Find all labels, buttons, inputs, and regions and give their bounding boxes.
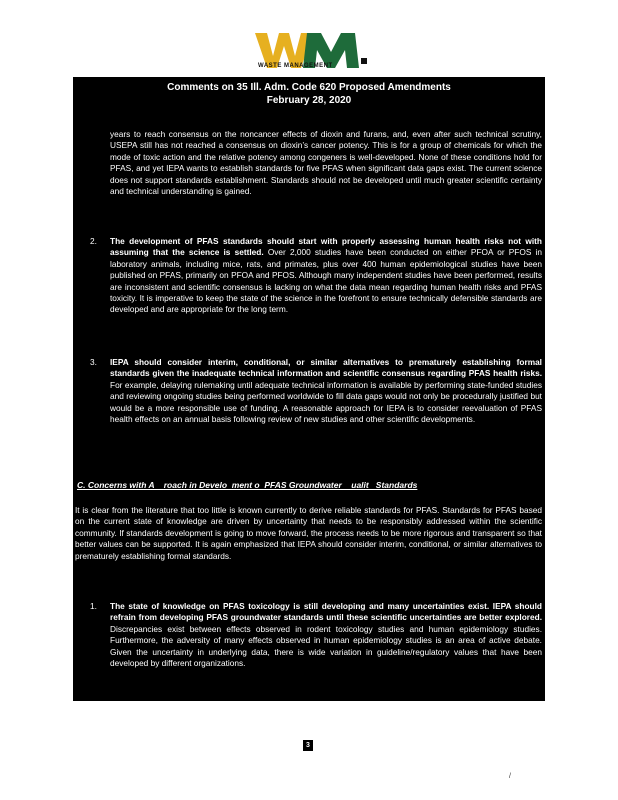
document-date: February 28, 2020 <box>266 95 352 106</box>
document-header <box>73 81 545 107</box>
item-c1-body: Discrepancies exist between effects observed in rodent toxicology studies and human epidemiology studies. Furthermore, the adversity of many effects observed in human epidemiology studies is an area of active debate. Given the uncertainty in underlying data, there is wide variation in guideline/regulatory values that have been developed by different organizations. <box>110 623 542 669</box>
item-2-lead: The development of PFAS standards should start with properly assessing human health risks not with assuming that the science is settled. <box>110 236 542 258</box>
item-3-paragraph <box>110 357 542 425</box>
item-3-body: For example, delaying rulemaking until adequate technical information is available by performing state-funded studies and reviewing ongoing studies being performed worldwide to fill data gaps would not only be procedurally justified but would be a more responsible use of funding. A reasonable approach for IEPA is to consider reevaluation of PFAS health effects on an annual basis following review of new studies and other scientific developments. <box>110 379 542 425</box>
section-c-heading: C. Concerns with A roach in Develo ment o PFAS Groundwater ualit Standards <box>77 480 418 490</box>
logo-tagline: WASTE MANAGEMENT <box>258 63 333 69</box>
item-3-lead: IEPA should consider interim, conditional, or similar alternatives to prematurely establishing formal standards given the inadequate technical information and scientific consensus regarding PFAS health risks. <box>110 357 542 379</box>
corner-mark: / <box>509 773 511 780</box>
item-c1-number: 1. <box>90 601 97 611</box>
section-c-paragraph: It is clear from the literature that too little is known currently to derive reliable standards for PFAS. Standards for PFAS based on the current state of knowledge are driven by uncertainty that needs to be responsibly addressed within the scientific community. If standards development is going to move forward, the process needs to be more rigorous and transparent so that better values can be supported. It is again emphasized that IEPA should consider interim, conditional, or similar alternatives to prematurely establishing formal standards. <box>75 505 542 561</box>
item-c1-lead: The state of knowledge on PFAS toxicology is still developing and many uncertainties exist. IEPA should refrain from developing PFAS groundwater standards until these scientific uncertainties are better explored. <box>110 601 542 623</box>
document-title: Comments on 35 Ill. Adm. Code 620 Proposed Amendments <box>167 82 451 93</box>
item-c1-paragraph <box>110 601 542 669</box>
item-2-paragraph <box>110 236 542 316</box>
comment-panel <box>73 77 545 701</box>
intro-paragraph: years to reach consensus on the noncancer effects of dioxin and furans, and, even after such technical scrutiny, USEPA still has not reached a consensus on dioxin’s cancer potency. This is for a group of chemicals for which the mode of toxic action and the relative potency among congeners is well-developed. None of these conditions hold for PFAS, and yet IEPA wants to establish standards for five PFAS when significant data gaps exist. The current science does not support standards establishment. Standards should not be developed until much greater scientific certainty and technical understanding is gained. <box>110 129 542 197</box>
item-2-body: Over 2,000 studies have been conducted on either PFOA or PFOS in laboratory animals, including mice, rats, and primates, plus over 400 human epidemiological studies have been published on PFAS, primarily on PFOA and PFOS. Although many independent studies have been performed, results are inconsistent and scientific consensus is lacking on what the data mean regarding human health risks and PFAS toxicity. It is imperative to keep the state of the science in the forefront to ensure technically defensible standards are developed and are appropriate for the long term. <box>110 247 542 315</box>
item-3-number: 3. <box>90 357 97 367</box>
waste-management-logo <box>233 28 383 78</box>
item-2-number: 2. <box>90 236 97 246</box>
page-number: 3 <box>303 740 313 751</box>
